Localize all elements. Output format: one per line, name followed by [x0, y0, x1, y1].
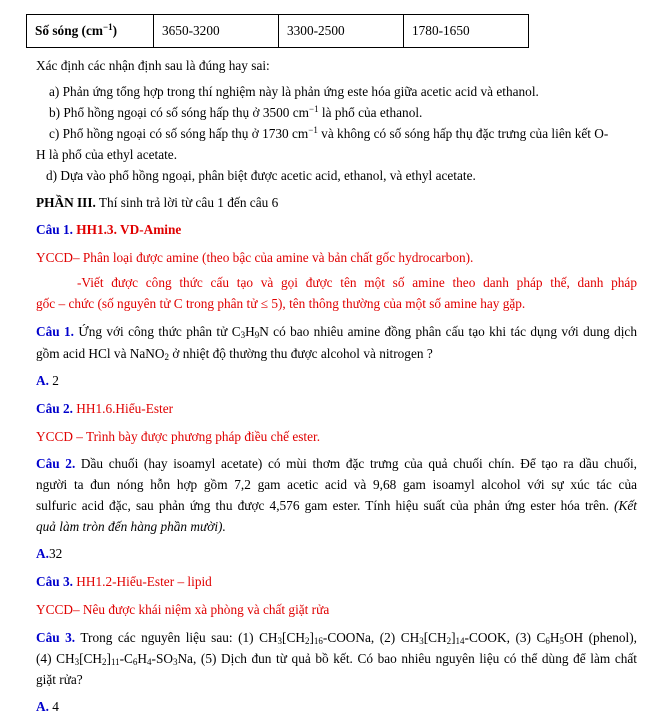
q2-label: Câu 2. — [36, 456, 76, 471]
q3-sub: 16 — [313, 636, 323, 646]
q2-heading-label: Câu 2. — [36, 401, 73, 416]
q3-text: (4) CH — [36, 651, 75, 666]
q3-answer — [36, 699, 637, 715]
statement-b — [49, 105, 637, 121]
q1-requirement-line2: gốc – chức (số nguyên tử C trong phân tử ≤ 5), tên thông thường của một số amine hay gặp. — [36, 296, 526, 311]
q1-text: gồm acid HCl và NaNO — [36, 346, 165, 361]
q3-sub: 4 — [147, 657, 152, 667]
q1-text: H — [245, 324, 255, 339]
q2-question-line3 — [36, 498, 637, 514]
q1-answer — [36, 373, 637, 389]
header-end: ) — [112, 23, 118, 38]
q3-text: Trong các nguyên liệu sau: (1) CH — [75, 630, 278, 645]
statement-b-sup: −1 — [309, 104, 319, 114]
q1-yccd: YCCD– Phân loại được amine (theo bậc của amine và bản chất gốc hydrocarbon). — [36, 250, 474, 265]
q3-text: H — [137, 651, 148, 666]
q3-text: -SO — [151, 651, 173, 666]
q1-text: Ứng với công thức phân tử C — [74, 324, 241, 339]
table-cell: 1780-1650 — [404, 15, 529, 48]
table-cell: 3300-2500 — [279, 15, 404, 48]
q1-question-line2 — [36, 346, 637, 362]
section-heading — [36, 195, 637, 211]
q3-question-line2 — [36, 651, 637, 667]
q3-heading-label: Câu 3. — [36, 574, 73, 589]
table-header-cell — [27, 15, 154, 48]
q2-heading — [36, 401, 637, 417]
q3-text: ] — [451, 630, 456, 645]
intro-text: Xác định các nhận định sau là đúng hay sai: — [36, 58, 270, 73]
q3-text: H — [549, 630, 560, 645]
q1-text: N có bao nhiêu amine đồng phân cấu tạo khi tác dụng với dung dịch — [259, 324, 637, 339]
q3-text: [CH — [79, 651, 102, 666]
q3-text: [CH — [423, 630, 447, 645]
q3-sub: 3 — [277, 636, 283, 646]
section-text: Thí sinh trả lời từ câu 1 đến câu 6 — [95, 195, 279, 210]
section-title: PHẦN III. — [36, 195, 96, 210]
q3-heading-code: HH1.2-Hiểu-Ester – lipid — [72, 574, 212, 589]
q2-question-line1 — [36, 456, 637, 472]
q3-text: OH (phenol), — [563, 630, 638, 645]
q3-sub: 14 — [455, 636, 465, 646]
q2-text: sulfuric acid đặc, sau phản ứng thu được 4,576 gam ester. Tính hiệu suất của phản ứng ester hóa trên. — [36, 498, 609, 513]
q3-sub: 3 — [172, 657, 178, 667]
q3-sub: 3 — [419, 636, 424, 646]
q2-note: (Kết — [614, 498, 638, 513]
q3-answer-value: 4 — [48, 699, 59, 714]
q1-sub: 9 — [254, 330, 260, 340]
table-cell: 3650-3200 — [154, 15, 279, 48]
q3-text: -COOK, (3) C — [464, 630, 546, 645]
q3-question-line3: giặt rửa? — [36, 672, 83, 687]
q1-sub: 2 — [164, 352, 170, 362]
statement-c-post: và không có số sóng hấp thụ đặc trưng của liên kết O- — [317, 126, 609, 141]
q3-yccd: YCCD– Nêu được khái niệm xà phòng và chất giặt rửa — [36, 602, 330, 617]
q2-answer-label: A. — [36, 546, 49, 561]
q3-question-line1 — [36, 630, 637, 646]
q3-sub: 2 — [102, 657, 107, 667]
statement-d: d) Dựa vào phổ hồng ngoại, phân biệt được acetic acid, ethanol, và ethyl acetate. — [46, 168, 476, 183]
header-text: Số sóng (cm — [35, 23, 103, 38]
q3-sub: 6 — [132, 657, 138, 667]
q1-answer-label: A. — [36, 373, 49, 388]
q2-question-line4 — [36, 519, 637, 535]
q3-sub: 5 — [559, 636, 564, 646]
q2-answer-value: 32 — [48, 546, 63, 561]
wavenumber-table — [26, 14, 529, 48]
q2-text: Dầu chuối (hay isoamyl acetate) có mùi thơm đặc trưng của quả chuối chín. Để tạo ra dầu chuối, — [75, 456, 637, 471]
q3-label: Câu 3. — [36, 630, 76, 645]
statement-a: a) Phản ứng tổng hợp trong thí nghiệm này là phản ứng este hóa giữa acetic acid và ethanol. — [49, 84, 539, 99]
q2-heading-code: HH1.6.Hiểu-Ester — [72, 401, 174, 416]
q3-sub: 3 — [74, 657, 80, 667]
q3-sub: 11 — [110, 657, 120, 667]
q2-note: quả làm tròn đến hàng phần mười). — [36, 519, 226, 534]
q3-sub: 2 — [304, 636, 310, 646]
q3-text: ] — [309, 630, 314, 645]
q3-sub: 2 — [446, 636, 452, 646]
q1-requirement-line1: -Viết được công thức cấu tạo và gọi được tên một số amine theo danh pháp thế, danh pháp — [77, 275, 637, 290]
q2-yccd: YCCD – Trình bày được phương pháp điều chế ester. — [36, 429, 321, 444]
q1-question-line1 — [36, 324, 637, 340]
statement-b-pre: b) Phổ hồng ngoại có số sóng hấp thụ ở 3500 cm — [49, 105, 310, 120]
q3-sub: 6 — [545, 636, 550, 646]
q3-heading — [36, 574, 637, 590]
q3-answer-label: A. — [36, 699, 49, 714]
q3-text: [CH — [282, 630, 305, 645]
statement-c-pre: c) Phổ hồng ngoại có số sóng hấp thụ ở 1730 cm — [49, 126, 309, 141]
q1-sub: 3 — [240, 330, 246, 340]
q2-answer — [36, 546, 637, 562]
q2-question-line2: người ta đun nóng hỗn hợp gồm 7,2 gam acetic acid và 9,68 gam isoamyl alcohol với sự xúc tác của — [36, 477, 637, 492]
statement-c-continued: H là phổ của ethyl acetate. — [36, 147, 178, 162]
q1-answer-value: 2 — [48, 373, 59, 388]
q1-label: Câu 1. — [36, 324, 74, 339]
statement-c — [49, 126, 637, 142]
q1-heading-code: HH1.3. VD-Amine — [72, 222, 182, 237]
q3-text: Na, (5) Dịch đun từ quả bồ kết. Có bao nhiêu nguyên liệu có thể dùng để làm chất — [177, 651, 637, 666]
q3-text: -COONa, (2) CH — [322, 630, 420, 645]
header-sup: −1 — [102, 22, 113, 32]
q3-text: -C — [119, 651, 133, 666]
q1-heading-label: Câu 1. — [36, 222, 73, 237]
q3-text: ] — [106, 651, 111, 666]
q1-heading — [36, 222, 637, 238]
table-row — [27, 15, 529, 48]
statement-c-sup: −1 — [308, 125, 318, 135]
q1-text: ở nhiệt độ thường thu được alcohol và nitrogen ? — [169, 346, 433, 361]
statement-b-post: là phổ của ethanol. — [318, 105, 423, 120]
